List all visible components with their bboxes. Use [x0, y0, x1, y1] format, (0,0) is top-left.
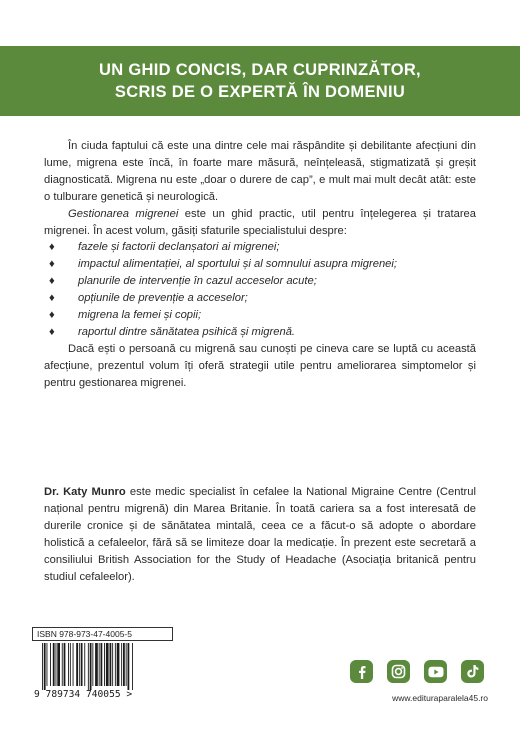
- author-bio-block: [44, 484, 476, 585]
- barcode-bar: [56, 643, 57, 686]
- list-item: ♦ migrena la femei și copii;: [78, 307, 476, 324]
- list-item: ♦ fazele și factorii declanșatori ai migrenei;: [78, 239, 476, 256]
- header-banner: [0, 46, 520, 116]
- bullet-diamond-icon: ♦: [49, 275, 55, 288]
- barcode-image: [32, 641, 174, 699]
- barcode-bar: [106, 643, 109, 686]
- intro-paragraph-2: [44, 206, 476, 240]
- isbn-barcode: [32, 627, 174, 699]
- barcode-bar: [76, 643, 78, 686]
- barcode-bar: [110, 643, 112, 686]
- barcode-bar: [64, 643, 66, 686]
- tiktok-icon[interactable]: [461, 660, 484, 683]
- barcode-bar: [126, 643, 127, 686]
- barcode-bar: [132, 643, 133, 690]
- author-bio-text: este medic specialist în cefalee la National Migraine Centre (Centrul național pentru migrenă) din Marea Britanie. În toată cariera sa a fost interesată de durerile cronice și de sănătatea mintală, ceea ce a făcut-o să adopte o abordare holistică a cefaleelor, fără să se limiteze doar la medicație. În prezent este secretară a consiliului British Association for the Study of Headache (Asociația britanică pentru studiul cefaleelor).: [44, 486, 476, 583]
- banner-title-line-1: UN GHID CONCIS, DAR CUPRINZĂTOR,: [99, 61, 421, 79]
- barcode-bar: [84, 643, 85, 686]
- barcode-bar: [123, 643, 125, 686]
- list-item: ♦ raportul dintre sănătatea psihică și migrenă.: [78, 324, 476, 341]
- barcode-bar: [88, 643, 89, 690]
- bullet-diamond-icon: ♦: [49, 325, 55, 338]
- bullet-diamond-icon: ♦: [49, 258, 55, 271]
- barcode-bar: [112, 643, 113, 686]
- publisher-website[interactable]: www.edituraparalela45.ro: [392, 693, 488, 703]
- intro-paragraph-3: Dacă ești o persoană cu migrenă sau cunoști pe cineva care se luptă cu această afecțiune, prezentul volum îți oferă strategii utile pentru ameliorarea simptomelor și pentru gestionarea migrenei.: [44, 342, 476, 389]
- barcode-digits: 9 789734 740055 >: [34, 689, 133, 699]
- youtube-icon[interactable]: [424, 660, 447, 683]
- description-block: [44, 138, 476, 392]
- intro-paragraph-2-text: este un ghid practic, util pentru înțelegerea și tratarea migrenei. În acest volum, găsiți sfaturile specialistului despre:: [44, 207, 476, 237]
- barcode-bar: [57, 643, 60, 686]
- barcode-bar: [47, 643, 48, 686]
- list-item: ♦ planurile de intervenție în cazul acceselor acute;: [78, 273, 476, 290]
- topics-list: [44, 239, 476, 340]
- barcode-bar: [99, 643, 100, 686]
- intro-paragraph-1: În ciuda faptului că este una dintre cele mai răspândite și debilitante afecțiuni din lume, migrena este încă, în foarte mare măsură, neînțeleasă, stigmatizată și greșit diagnosticată. Migrena nu este „doar o durere de cap”, e mult mai mult decât atât: este o tulburare genetică și neurologică.: [44, 140, 476, 203]
- barcode-bar: [104, 643, 105, 686]
- barcode-bar: [128, 643, 130, 690]
- social-media-icons: [350, 660, 484, 683]
- list-item: ♦ opțiunile de prevenție a acceselor;: [78, 290, 476, 307]
- barcode-bar: [115, 643, 116, 686]
- bullet-diamond-icon: ♦: [49, 292, 55, 305]
- barcode-bar: [73, 643, 74, 686]
- barcode-bar: [50, 643, 51, 686]
- barcode-bar: [70, 643, 71, 686]
- book-title-reference: Gestionarea migrenei: [68, 207, 179, 220]
- instagram-icon[interactable]: [387, 660, 410, 683]
- author-name: Dr. Katy Munro: [44, 486, 126, 498]
- banner-title-line-2: SCRIS DE O EXPERTĂ ÎN DOMENIU: [114, 83, 406, 101]
- barcode-bar: [79, 643, 80, 686]
- barcode-bar: [81, 643, 83, 686]
- bullet-diamond-icon: ♦: [49, 309, 55, 322]
- barcode-bar: [62, 643, 63, 686]
- barcode-bar: [53, 643, 55, 686]
- isbn-label: ISBN 978-973-47-4005-5: [32, 627, 173, 641]
- barcode-bar: [44, 643, 46, 690]
- barcode-bar: [68, 643, 69, 686]
- barcode-bar: [117, 643, 120, 686]
- facebook-icon[interactable]: [350, 660, 373, 683]
- barcode-bar: [42, 643, 43, 690]
- barcode-bar: [95, 643, 98, 686]
- author-bio: [44, 484, 476, 585]
- list-item: ♦ impactul alimentației, al sportului și al somnului asupra migrenei;: [78, 256, 476, 273]
- bullet-diamond-icon: ♦: [49, 241, 55, 254]
- barcode-bar: [92, 643, 93, 686]
- barcode-bar: [121, 643, 122, 686]
- barcode-bar: [101, 643, 103, 686]
- barcode-bar: [90, 643, 92, 690]
